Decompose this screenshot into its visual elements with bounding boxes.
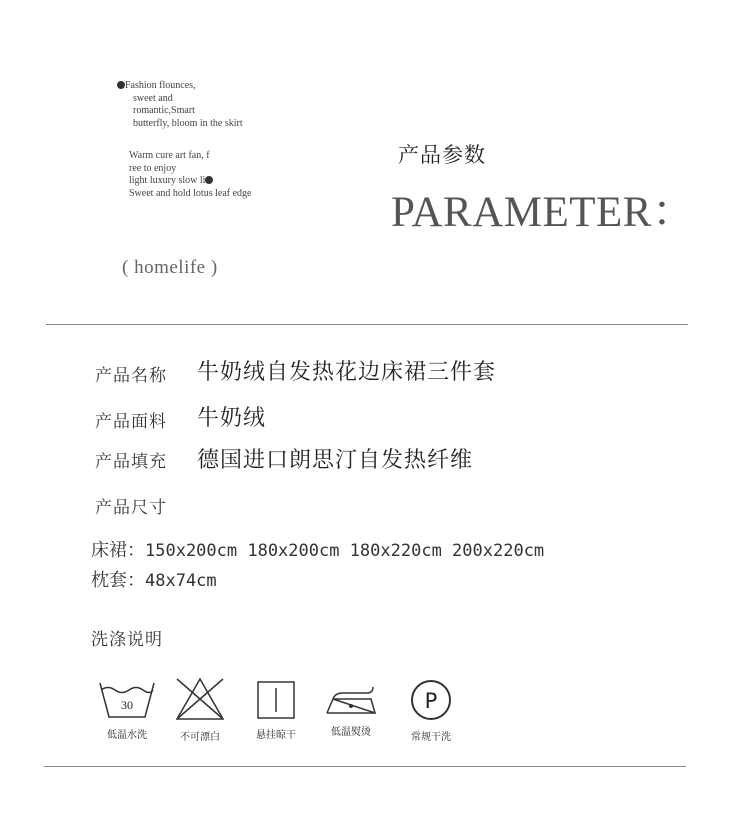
care-label-hang: 悬挂晾干 [256, 730, 296, 741]
size-pillow [91, 566, 217, 592]
blurb-line: ree to enjoy [129, 162, 177, 174]
wash-30-icon [97, 680, 157, 720]
care-label-iron: 低温熨烫 [331, 727, 371, 738]
bottom-divider [44, 766, 686, 767]
dry-clean-p-icon [408, 678, 454, 722]
blurb-line: romantic,Smart [133, 105, 195, 116]
no-bleach-icon [174, 676, 226, 722]
top-divider [46, 324, 688, 325]
iron-low-icon [323, 683, 379, 717]
blurb-line: Fashion flounces, [117, 80, 277, 93]
param-label-fabric: 产品面料 [95, 412, 167, 432]
care-item-iron [306, 683, 396, 738]
care-item-dryclean [386, 678, 476, 743]
pillow-label: 枕套： [91, 570, 145, 591]
bedskirt-value: 150x200cm 180x200cm 180x220cm 200x220cm [145, 541, 545, 561]
blurb-line: Sweet and hold lotus leaf edge [129, 187, 252, 199]
param-label-filling: 产品填充 [95, 452, 167, 472]
care-title: 洗涤说明 [91, 630, 163, 650]
size-bedskirt [91, 536, 544, 562]
care-label-wash: 低温水洗 [107, 730, 147, 741]
page-title-cn: 产品参数 [398, 143, 486, 167]
brand-label: ( homelife ) [122, 257, 218, 278]
intro-blurb [117, 80, 277, 200]
param-label-name: 产品名称 [95, 366, 167, 386]
svg-text:30: 30 [121, 698, 133, 712]
bullet-dot-icon [205, 176, 213, 184]
hang-dry-icon [254, 680, 298, 720]
bullet-dot-icon [117, 81, 125, 89]
blurb-line: light luxury slow li [117, 175, 277, 188]
blurb-line: sweet and [133, 92, 173, 104]
param-label-size: 产品尺寸 [95, 498, 167, 518]
blurb-line: Warm cure art fan, f [129, 150, 210, 161]
param-value-filling: 德国进口朗思汀自发热纤维 [197, 448, 474, 473]
bedskirt-label: 床裙： [91, 540, 145, 561]
param-value-fabric: 牛奶绒 [197, 406, 267, 431]
pillow-value: 48x74cm [145, 571, 217, 591]
svg-text:P: P [424, 689, 438, 713]
blurb-line: butterfly, bloom in the skirt [133, 117, 243, 129]
care-label-dryclean: 常规干洗 [411, 732, 451, 743]
care-label-bleach: 不可漂白 [180, 732, 220, 743]
param-value-name: 牛奶绒自发热花边床裙三件套 [197, 360, 497, 385]
page-title-en: PARAMETER： [391, 189, 696, 236]
